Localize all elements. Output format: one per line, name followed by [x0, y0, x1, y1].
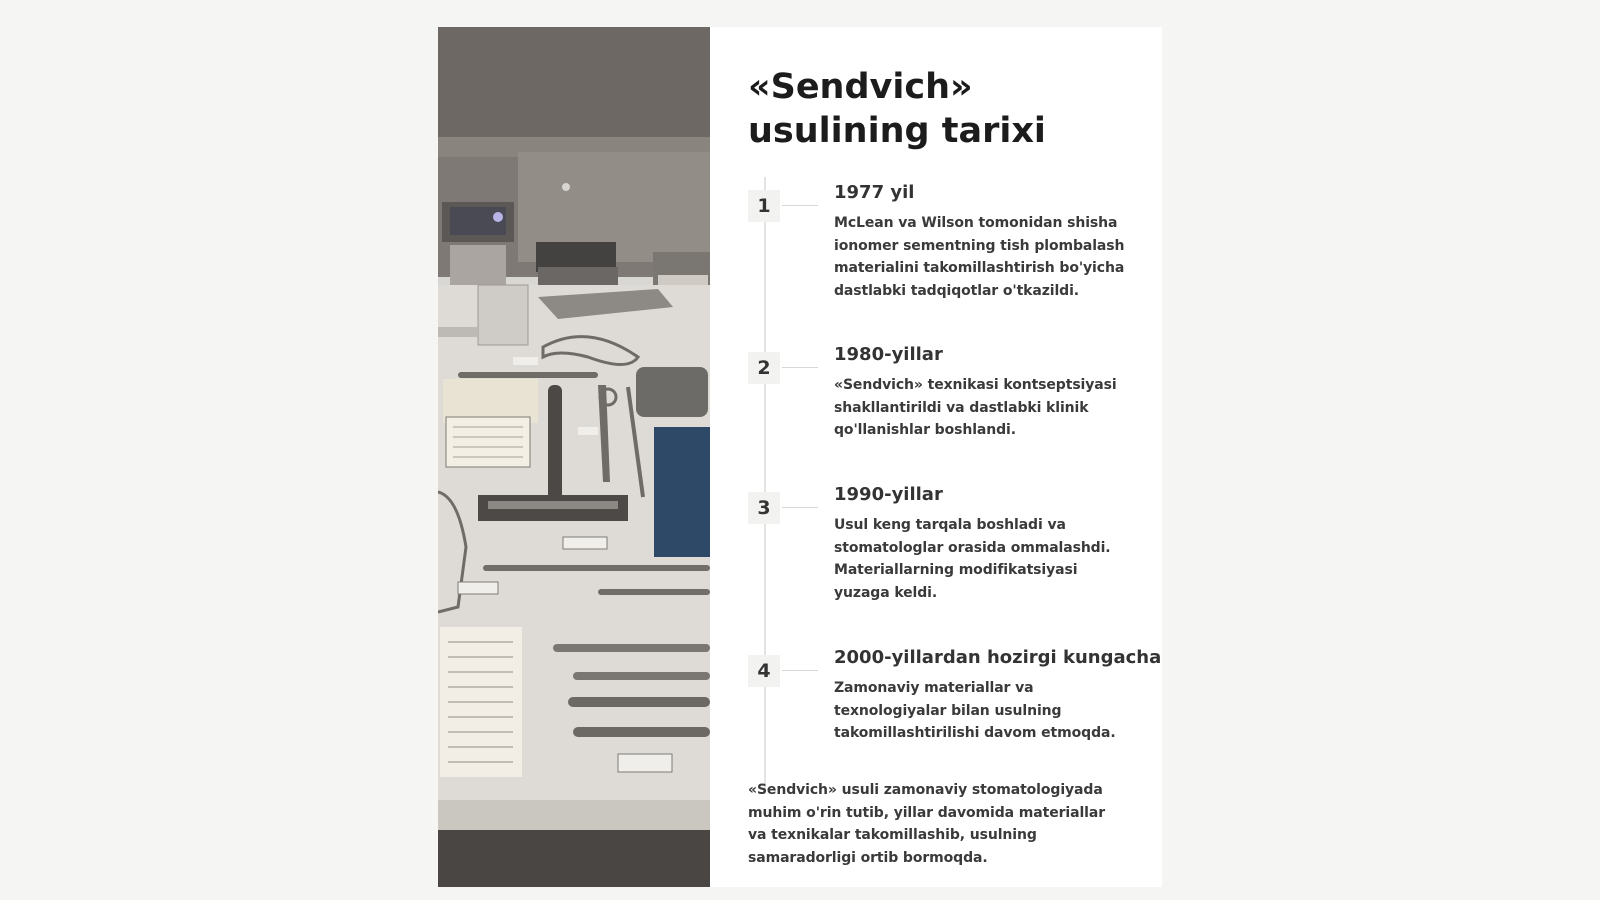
timeline-year: 1980-yillar	[834, 344, 943, 365]
content-panel	[748, 27, 1162, 887]
timeline-description: McLean va Wilson tomonidan shisha ionomer sementning tish plombalash materialini takomillashtirish bo'yicha dastlabki tadqiqotlar o'tkazildi.	[834, 215, 1125, 299]
timeline-connector	[782, 670, 818, 671]
timeline-description: Zamonaviy materiallar va texnologiyalar bilan usulning takomillashtirilishi davom etmoqda.	[834, 680, 1116, 741]
timeline-connector	[782, 205, 818, 206]
timeline-connector	[782, 367, 818, 368]
museum-dental-instruments-photo	[438, 27, 710, 887]
timeline-number-badge: 4	[748, 655, 780, 687]
timeline-description: Usul keng tarqala boshladi va stomatologlar orasida ommalashdi. Materiallarning modifikatsiyasi yuzaga keldi.	[834, 517, 1111, 601]
timeline-line	[764, 177, 766, 792]
timeline-year: 2000-yillardan hozirgi kungacha	[834, 647, 1162, 668]
timeline-number-badge: 2	[748, 352, 780, 384]
timeline-year: 1990-yillar	[834, 484, 943, 505]
timeline-number-badge: 1	[748, 190, 780, 222]
timeline-connector	[782, 507, 818, 508]
timeline-number-badge: 3	[748, 492, 780, 524]
summary-paragraph: «Sendvich» usuli zamonaviy stomatologiyada muhim o'rin tutib, yillar davomida materiallar va texnikalar takomillashib, usulning samaradorligi ortib bormoqda.	[748, 782, 1106, 866]
slide-card	[438, 27, 1162, 887]
page-title: «Sendvich» usulining tarixi	[748, 67, 1046, 151]
timeline-year: 1977 yil	[834, 182, 915, 203]
timeline-description: «Sendvich» texnikasi kontseptsiyasi shakllantirildi va dastlabki klinik qo'llanishlar boshlandi.	[834, 377, 1117, 438]
